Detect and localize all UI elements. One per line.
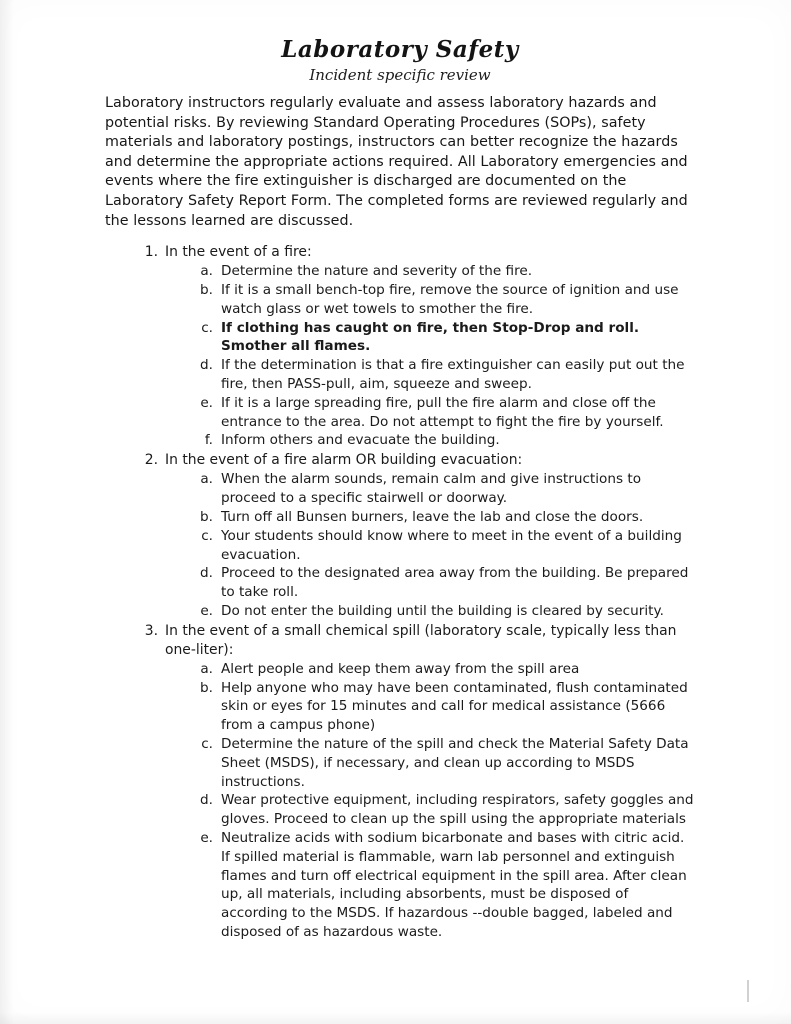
list-item <box>195 262 695 281</box>
list-item-marker: d. <box>200 565 213 582</box>
list-item <box>195 470 695 508</box>
sub-items-list <box>165 660 695 942</box>
list-item-marker: a. <box>200 263 213 280</box>
list-item-text: Wear protective equipment, including respirators, safety goggles and gloves. Proceed to clean up the spill using the appropriate materials <box>221 792 694 828</box>
list-item-marker: e. <box>200 830 213 847</box>
list-item <box>195 356 695 394</box>
page-subtitle: Incident specific review <box>309 66 491 84</box>
list-item-text: If the determination is that a fire extinguisher can easily put out the fire, then PASS-pull, aim, squeeze and sweep. <box>221 357 685 393</box>
list-item-marker: f. <box>204 432 213 449</box>
list-item-text: When the alarm sounds, remain calm and give instructions to proceed to a specific stairwell or doorway. <box>221 471 642 507</box>
list-item <box>195 319 695 357</box>
list-item <box>195 508 695 527</box>
list-item-marker: d. <box>200 792 213 809</box>
page-title: Laboratory Safety <box>281 36 519 63</box>
list-item-marker: b. <box>200 508 213 525</box>
scan-artifact <box>747 980 749 1002</box>
list-item <box>195 431 695 450</box>
list-item-text: If clothing has caught on fire, then Stop-Drop and roll. Smother all flames. <box>221 319 640 355</box>
list-item <box>195 829 695 942</box>
list-item <box>195 564 695 602</box>
section-text: In the event of a small chemical spill (laboratory scale, typically less than one-liter): <box>165 622 677 658</box>
list-item <box>195 394 695 432</box>
numbered-sections <box>133 243 695 942</box>
list-item-text: If it is a small bench-top fire, remove the source of ignition and use watch glass or wet towels to smother the fire. <box>221 282 679 317</box>
list-item <box>195 679 695 735</box>
list-item-text: Help anyone who may have been contaminated, flush contaminated skin or eyes for 15 minutes and call for medical assistance (5666 from a campus phone) <box>221 679 688 734</box>
list-item-marker: c. <box>201 527 213 544</box>
list-item <box>195 602 695 621</box>
list-item-text: Alert people and keep them away from the spill area <box>221 660 580 677</box>
section-marker: 3. <box>144 622 158 639</box>
list-item-text: Your students should know where to meet in the event of a building evacuation. <box>221 527 682 563</box>
section-text: In the event of a fire: <box>165 244 312 261</box>
section-text: In the event of a fire alarm OR building evacuation: <box>165 452 523 469</box>
list-item-marker: a. <box>200 471 213 488</box>
list-item-text: Inform others and evacuate the building. <box>221 432 500 449</box>
list-item-marker: e. <box>200 394 213 411</box>
section-marker: 2. <box>144 452 158 469</box>
list-item-text: Do not enter the building until the building is cleared by security. <box>221 602 664 619</box>
list-item-marker: c. <box>201 736 213 753</box>
list-item-text: Neutralize acids with sodium bicarbonate and bases with citric acid. If spilled material is flammable, warn lab personnel and extinguish flames and turn off electrical equipment in the spill area. After clean up, all materials, including absorbents, must be disposed of according to the MSDS. If hazardous --double bagged, labeled and disposed of as hazardous waste. <box>221 830 687 941</box>
list-item-text: Turn off all Bunsen burners, leave the lab and close the doors. <box>221 508 644 525</box>
document-body <box>105 36 695 943</box>
list-item-marker: c. <box>201 319 213 336</box>
sub-items-list <box>165 262 695 450</box>
list-item-marker: e. <box>200 602 213 619</box>
list-item <box>195 527 695 565</box>
procedures-list-wrapper <box>105 243 695 942</box>
sub-items-list <box>165 470 695 620</box>
section-marker: 1. <box>144 244 158 261</box>
list-item <box>195 660 695 679</box>
list-item-marker: a. <box>200 660 213 677</box>
list-item-marker: b. <box>200 679 213 696</box>
list-item-marker: b. <box>200 282 213 299</box>
list-item <box>195 791 695 829</box>
list-item-text: If it is a large spreading fire, pull the fire alarm and close off the entrance to the area. Do not attempt to fight the fire by yourself. <box>221 394 664 430</box>
list-item <box>195 281 695 319</box>
list-item-text: Determine the nature and severity of the fire. <box>221 263 533 280</box>
list-item-text: Proceed to the designated area away from the building. Be prepared to take roll. <box>221 565 689 601</box>
section-item <box>133 622 695 942</box>
section-item <box>133 243 695 450</box>
section-item <box>133 451 695 620</box>
list-item-text: Determine the nature of the spill and check the Material Safety Data Sheet (MSDS), if necessary, and clean up according to MSDS instructions. <box>221 736 689 790</box>
intro-paragraph: Laboratory instructors regularly evaluate and assess laboratory hazards and potential risks. By reviewing Standard Operating Procedures (SOPs), safety materials and laboratory postings, instructors can better recognize the hazards and determine the appropriate actions required. All Laboratory emergencies and events where the fire extinguisher is discharged are documented on the Laboratory Safety Report Form. The completed forms are reviewed regularly and the lessons learned are discussed. <box>105 95 688 229</box>
list-item <box>195 735 695 791</box>
list-item-marker: d. <box>200 357 213 374</box>
